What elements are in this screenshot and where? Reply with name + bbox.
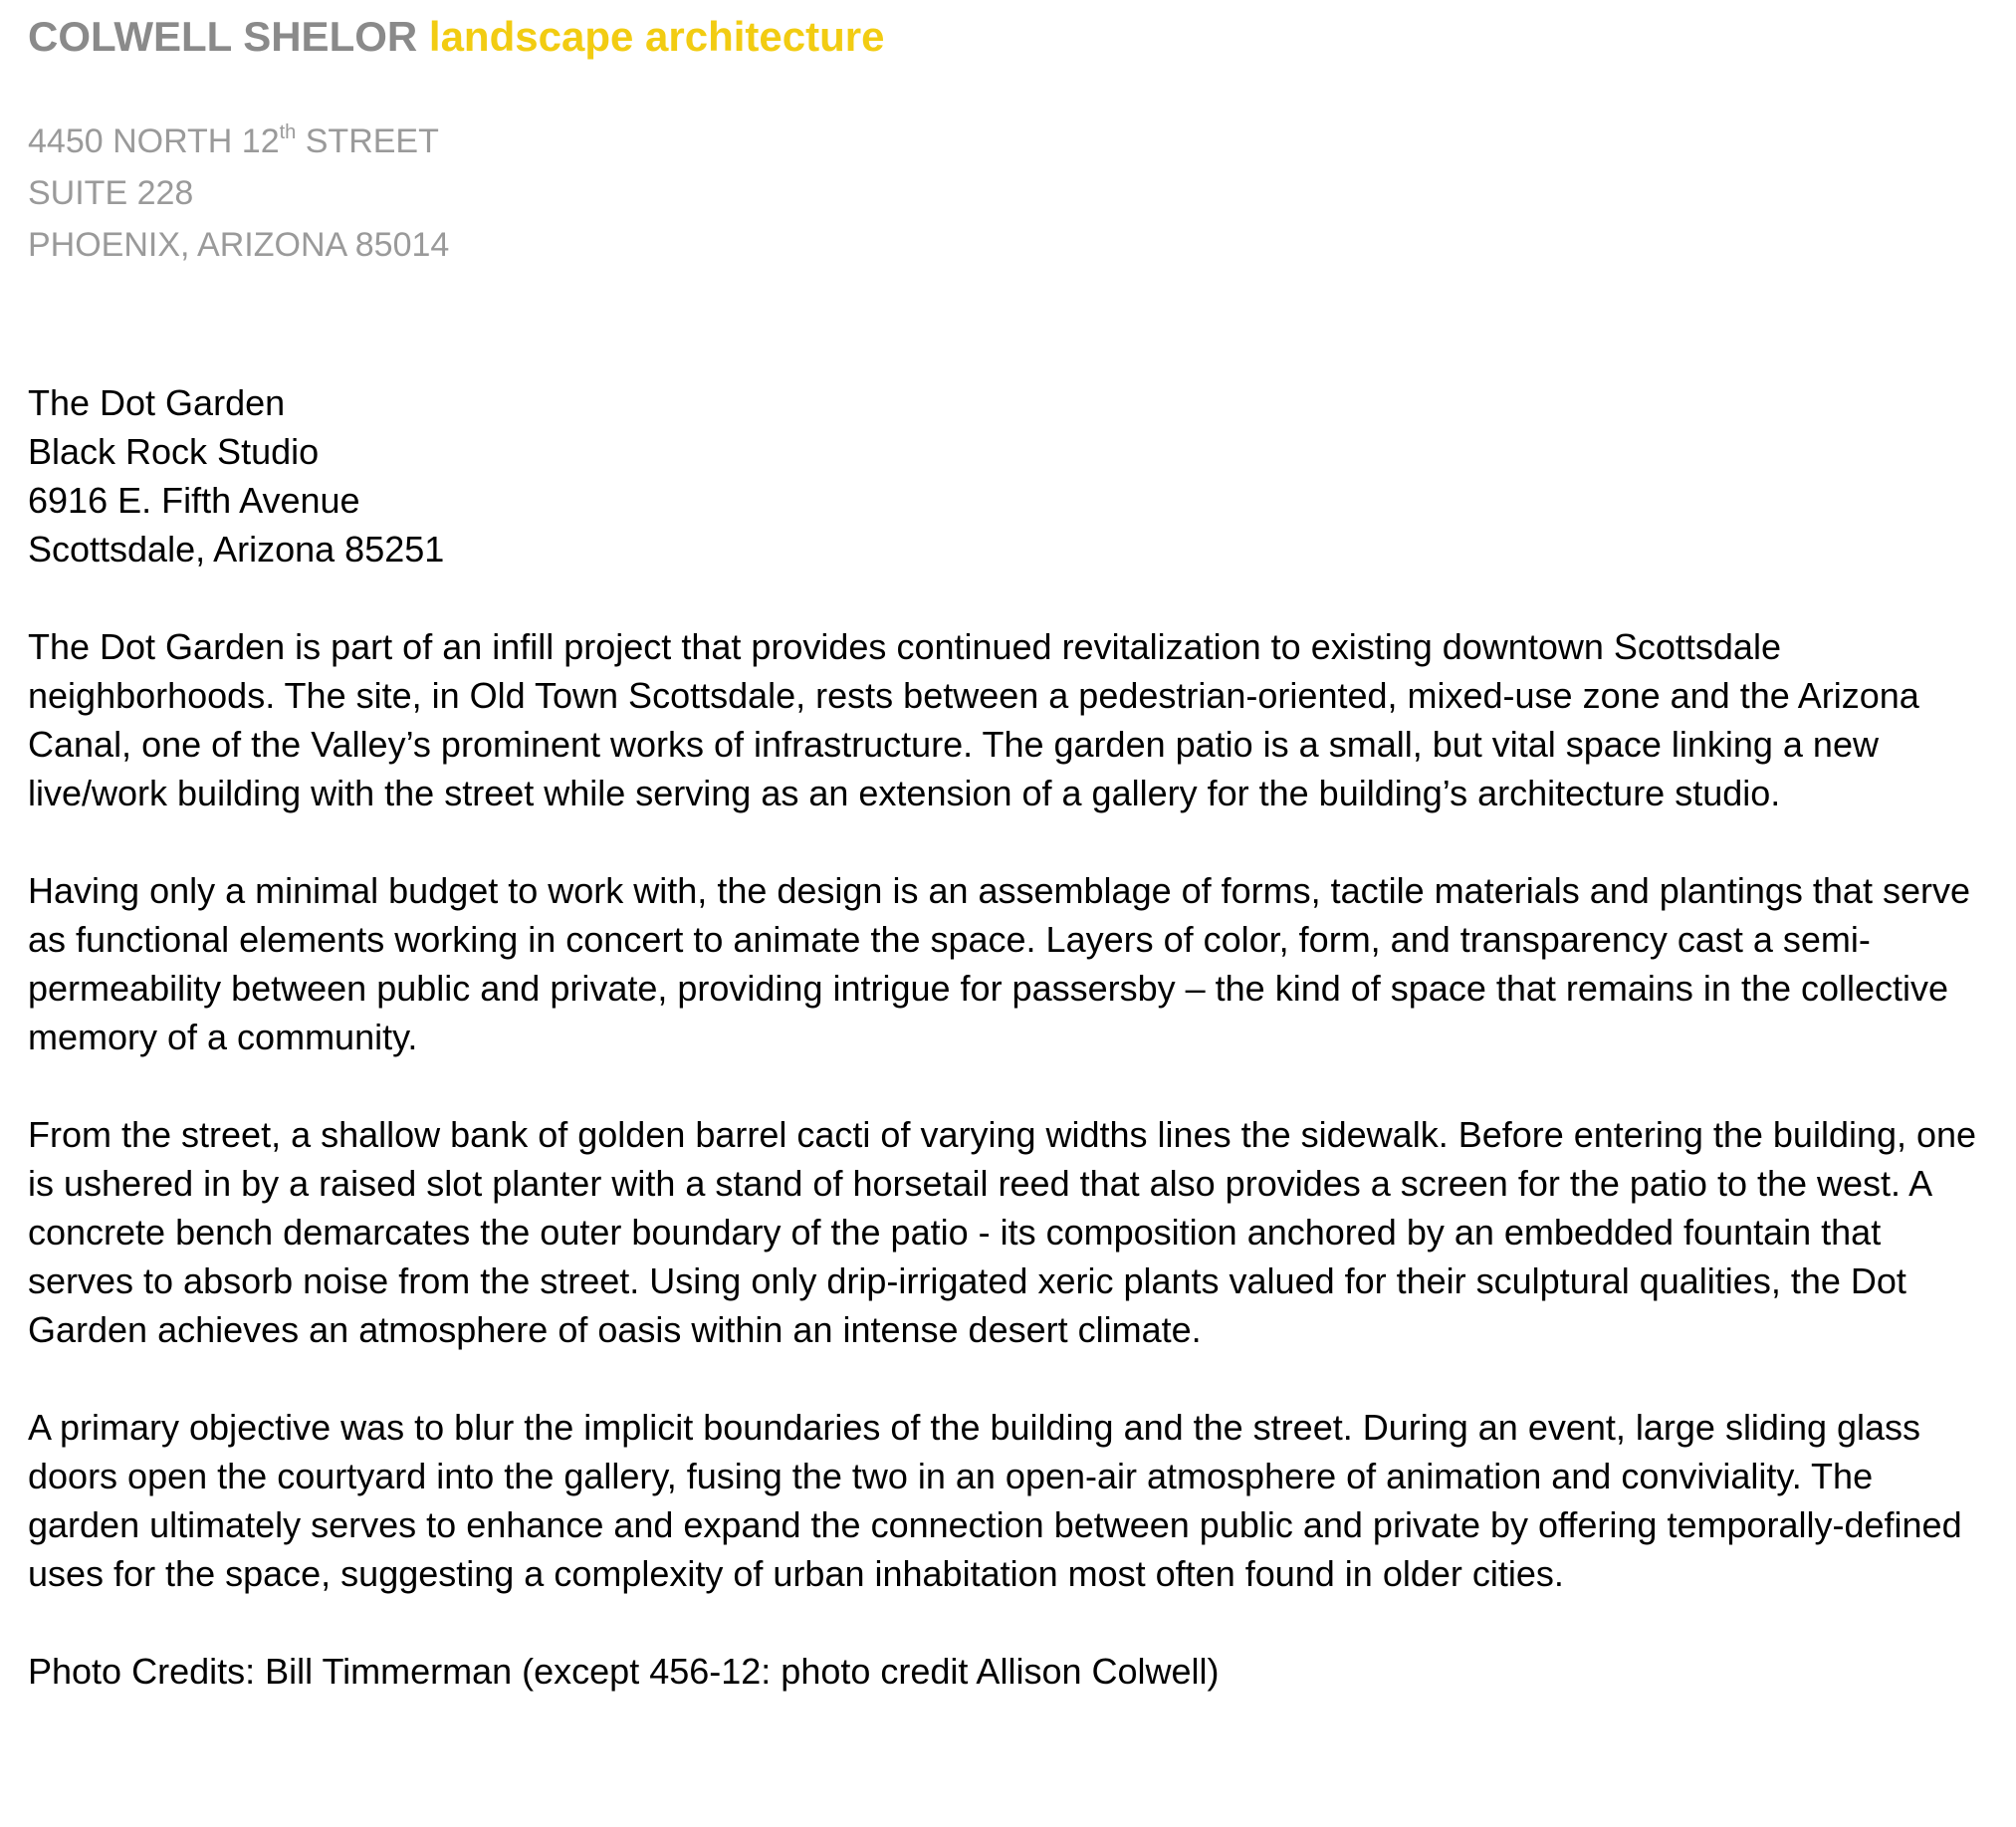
letterhead <box>28 8 1994 66</box>
address-street: STREET <box>296 122 439 160</box>
project-city: Scottsdale, Arizona 85251 <box>28 529 445 570</box>
project-address-block <box>28 378 1994 573</box>
address-line-1 <box>28 115 1994 167</box>
document-page <box>28 8 1994 1696</box>
photo-credits: Photo Credits: Bill Timmerman (except 456-12: photo credit Allison Colwell) <box>28 1651 1220 1692</box>
paragraph-1: The Dot Garden is part of an infill project that provides continued revitalization to existing downtown Scottsdale neighborhoods. The site, in Old Town Scottsdale, rests between a pedestrian-oriented, mixed-use zone and the Arizona Canal, one of the Valley’s prominent works of infrastructure. The garden patio is a small, but vital space linking a new live/work building with the street while serving as an extension of a gallery for the building’s architecture studio. <box>28 626 1919 813</box>
paragraph-4: A primary objective was to blur the implicit boundaries of the building and the street. During an event, large sliding glass doors open the courtyard into the gallery, fusing the two in an open-air atmosphere of animation and conviviality. The garden ultimately serves to enhance and expand the connection between public and private by offering temporally-defined uses for the space, suggesting a complexity of urban inhabitation most often found in older cities. <box>28 1407 1962 1594</box>
firm-address <box>28 115 1994 271</box>
firm-name: COLWELL SHELOR <box>28 13 418 60</box>
project-name: The Dot Garden <box>28 382 286 423</box>
project-description <box>28 622 1994 1598</box>
address-number: 4450 NORTH 12 <box>28 122 280 160</box>
address-line-2: SUITE 228 <box>28 174 194 212</box>
firm-tagline: landscape architecture <box>428 13 885 60</box>
address-ordinal-suffix: th <box>279 121 297 143</box>
project-street: 6916 E. Fifth Avenue <box>28 480 360 521</box>
paragraph-2: Having only a minimal budget to work with, the design is an assemblage of forms, tactile materials and plantings that serve as functional elements working in concert to animate the space. Layers of color, form, and transparency cast a semi-permeability between public and private, providing intrigue for passersby – the kind of space that remains in the collective memory of a community. <box>28 870 1970 1057</box>
project-client: Black Rock Studio <box>28 431 320 472</box>
address-line-3: PHOENIX, ARIZONA 85014 <box>28 226 450 264</box>
paragraph-3: From the street, a shallow bank of golden barrel cacti of varying widths lines the sidewalk. Before entering the building, one is ushered in by a raised slot planter with a stand of horsetail reed that also provides a screen for the patio to the west. A concrete bench demarcates the outer boundary of the patio - its composition anchored by an embedded fountain that serves to absorb noise from the street. Using only drip-irrigated xeric plants valued for their sculptural qualities, the Dot Garden achieves an atmosphere of oasis within an intense desert climate. <box>28 1114 1977 1350</box>
